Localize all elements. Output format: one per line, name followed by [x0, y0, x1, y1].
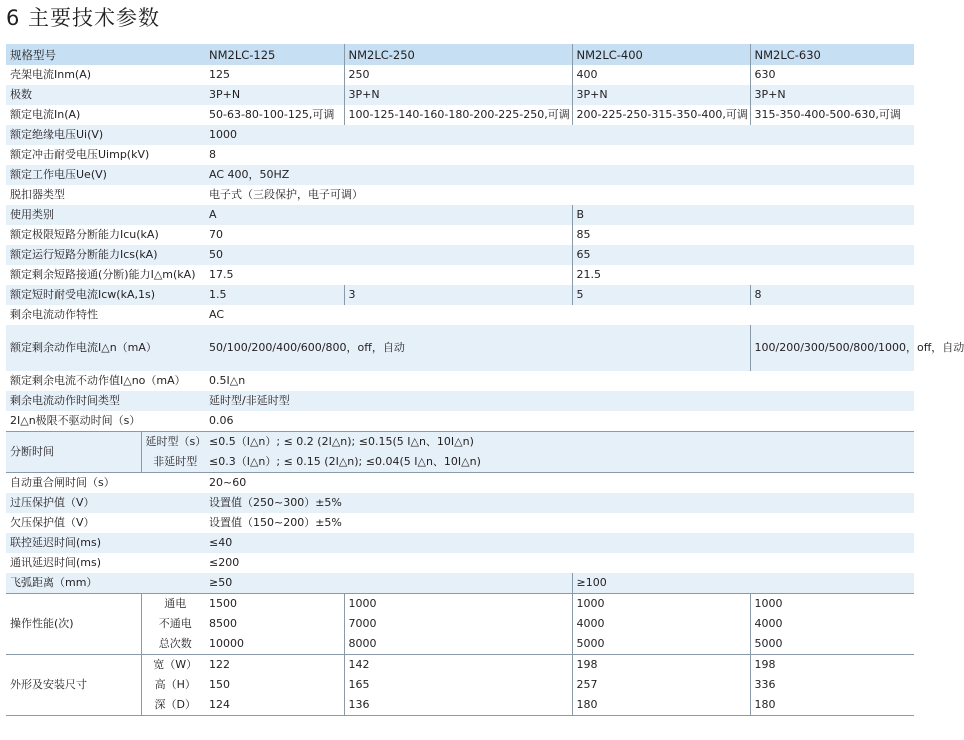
row-label: 额定极限短路分断能力Icu(kA): [6, 225, 205, 245]
cell-value: 100/200/300/500/800/1000，off，自动: [750, 325, 914, 371]
table-row: [6, 185, 914, 205]
table-row: [6, 614, 914, 634]
table-row: [6, 553, 914, 573]
row-label: 分断时间: [6, 432, 141, 473]
table-row: [6, 265, 914, 285]
cell-value: AC 400，50HZ: [205, 165, 914, 185]
cell-value: 5000: [572, 634, 750, 655]
cell-value: 5000: [750, 634, 914, 655]
table-row: [6, 391, 914, 411]
table-row: [6, 165, 914, 185]
row-label: 额定运行短路分断能力Ics(kA): [6, 245, 205, 265]
row-label: 操作性能(次): [6, 594, 141, 655]
cell-value: 125: [205, 65, 344, 85]
row-label: 极数: [6, 85, 205, 105]
spec-table: [6, 44, 964, 716]
header-cell-model: NM2LC-400: [572, 44, 750, 65]
row-label: 外形及安装尺寸: [6, 655, 141, 716]
cell-value: ≤0.3（I△n）; ≤ 0.15 (2I△n); ≤0.04(5 I△n、10I△n): [205, 452, 914, 473]
cell-value: ≤0.5（I△n）; ≤ 0.2 (2I△n); ≤0.15(5 I△n、10I△n): [205, 432, 914, 453]
table-row: [6, 594, 914, 615]
cell-value: 630: [750, 65, 914, 85]
header-cell-model: NM2LC-630: [750, 44, 914, 65]
row-label: 壳架电流Inm(A): [6, 65, 205, 85]
cell-value: 250: [344, 65, 572, 85]
cell-value: 200-225-250-315-350-400,可调: [572, 105, 750, 125]
row-label: 额定剩余动作电流I△n（mA）: [6, 325, 205, 371]
cell-value: 设置值（250~300）±5%: [205, 493, 914, 513]
cell-value: ≤200: [205, 553, 914, 573]
cell-value: 1500: [205, 594, 344, 615]
table-row: [6, 533, 914, 553]
cell-value: 336: [750, 675, 914, 695]
cell-value: 1000: [205, 125, 914, 145]
sub-label: 总次数: [141, 634, 205, 655]
cell-value: 17.5: [205, 265, 572, 285]
cell-value: 10000: [205, 634, 344, 655]
cell-value: A: [205, 205, 572, 225]
table-row: [6, 411, 914, 432]
sub-label: 非延时型: [141, 452, 205, 473]
table-row: [6, 473, 914, 494]
cell-value: 8: [750, 285, 914, 305]
row-label: 使用类别: [6, 205, 205, 225]
row-label: 飞弧距离（mm）: [6, 573, 205, 594]
cell-value: 70: [205, 225, 572, 245]
page-title: 6 主要技术参数: [6, 6, 161, 30]
cell-value: 3P+N: [205, 85, 344, 105]
row-label: 剩余电流动作特性: [6, 305, 205, 325]
row-label: 额定剩余电流不动作值I△no（mA）: [6, 371, 205, 391]
cell-value: 1000: [750, 594, 914, 615]
sub-label: 高（H）: [141, 675, 205, 695]
table-row: [6, 285, 914, 305]
table-row: [6, 65, 914, 85]
table-row: [6, 125, 914, 145]
cell-value: 150: [205, 675, 344, 695]
table-row: [6, 655, 914, 676]
cell-value: 0.06: [205, 411, 914, 432]
cell-value: 50/100/200/400/600/800，off，自动: [205, 325, 750, 371]
table-row: [6, 145, 914, 165]
cell-value: 198: [750, 655, 914, 676]
cell-value: 设置值（150~200）±5%: [205, 513, 914, 533]
table-row: [6, 573, 914, 594]
cell-value: 122: [205, 655, 344, 676]
sub-label: 延时型（s）: [141, 432, 205, 453]
cell-value: 50-63-80-100-125,可调: [205, 105, 344, 125]
row-label: 欠压保护值（V）: [6, 513, 205, 533]
cell-value: 65: [572, 245, 914, 265]
row-label: 额定电流In(A): [6, 105, 205, 125]
cell-value: 1000: [344, 594, 572, 615]
cell-value: 3: [344, 285, 572, 305]
cell-value: 4000: [572, 614, 750, 634]
cell-value: 180: [572, 695, 750, 716]
cell-value: B: [572, 205, 914, 225]
table-header-row: [6, 44, 914, 65]
table-row: [6, 513, 914, 533]
cell-value: 5: [572, 285, 750, 305]
cell-value: ≤40: [205, 533, 914, 553]
cell-value: 257: [572, 675, 750, 695]
cell-value: 50: [205, 245, 572, 265]
cell-value: ≥100: [572, 573, 914, 594]
cell-value: 3P+N: [750, 85, 914, 105]
cell-value: 20~60: [205, 473, 914, 494]
cell-value: 400: [572, 65, 750, 85]
cell-value: 136: [344, 695, 572, 716]
row-label: 剩余电流动作时间类型: [6, 391, 205, 411]
row-label: 过压保护值（V）: [6, 493, 205, 513]
row-label: 额定短时耐受电流Icw(kA,1s): [6, 285, 205, 305]
cell-value: 1.5: [205, 285, 344, 305]
cell-value: AC: [205, 305, 914, 325]
header-cell-model: NM2LC-250: [344, 44, 572, 65]
table-row: [6, 85, 914, 105]
header-cell-label: 规格型号: [6, 44, 205, 65]
table-row: [6, 245, 914, 265]
table-row: [6, 695, 914, 716]
cell-value: 165: [344, 675, 572, 695]
cell-value: 124: [205, 695, 344, 716]
table-row: [6, 432, 914, 453]
row-label: 联控延迟时间(ms): [6, 533, 205, 553]
cell-value: 315-350-400-500-630,可调: [750, 105, 914, 125]
cell-value: 延时型/非延时型: [205, 391, 914, 411]
cell-value: 180: [750, 695, 914, 716]
header-cell-model: NM2LC-125: [205, 44, 344, 65]
cell-value: 3P+N: [572, 85, 750, 105]
cell-value: 100-125-140-160-180-200-225-250,可调: [344, 105, 572, 125]
table-row: [6, 105, 914, 125]
row-label: 脱扣器类型: [6, 185, 205, 205]
table-row: [6, 205, 914, 225]
table-row: [6, 371, 914, 391]
row-label: 额定绝缘电压Ui(V): [6, 125, 205, 145]
cell-value: 21.5: [572, 265, 914, 285]
table-row: [6, 305, 914, 325]
row-label: 额定冲击耐受电压Uimp(kV): [6, 145, 205, 165]
table-row: [6, 634, 914, 655]
row-label: 自动重合闸时间（s）: [6, 473, 205, 494]
cell-value: 8: [205, 145, 914, 165]
row-label: 2I△n极限不驱动时间（s）: [6, 411, 205, 432]
table-row: [6, 675, 914, 695]
cell-value: 198: [572, 655, 750, 676]
cell-value: 8000: [344, 634, 572, 655]
sub-label: 宽（W）: [141, 655, 205, 676]
cell-value: 4000: [750, 614, 914, 634]
cell-value: 7000: [344, 614, 572, 634]
table-row: [6, 493, 914, 513]
cell-value: 0.5I△n: [205, 371, 914, 391]
row-label: 通讯延迟时间(ms): [6, 553, 205, 573]
sub-label: 深（D）: [141, 695, 205, 716]
cell-value: ≥50: [205, 573, 572, 594]
cell-value: 1000: [572, 594, 750, 615]
table-row: [6, 452, 914, 473]
cell-value: 85: [572, 225, 914, 245]
sub-label: 通电: [141, 594, 205, 615]
cell-value: 3P+N: [344, 85, 572, 105]
cell-value: 8500: [205, 614, 344, 634]
cell-value: 142: [344, 655, 572, 676]
table-row: [6, 325, 914, 371]
sub-label: 不通电: [141, 614, 205, 634]
row-label: 额定工作电压Ue(V): [6, 165, 205, 185]
table-row: [6, 225, 914, 245]
cell-value: 电子式（三段保护，电子可调）: [205, 185, 914, 205]
row-label: 额定剩余短路接通(分断)能力I△m(kA): [6, 265, 205, 285]
